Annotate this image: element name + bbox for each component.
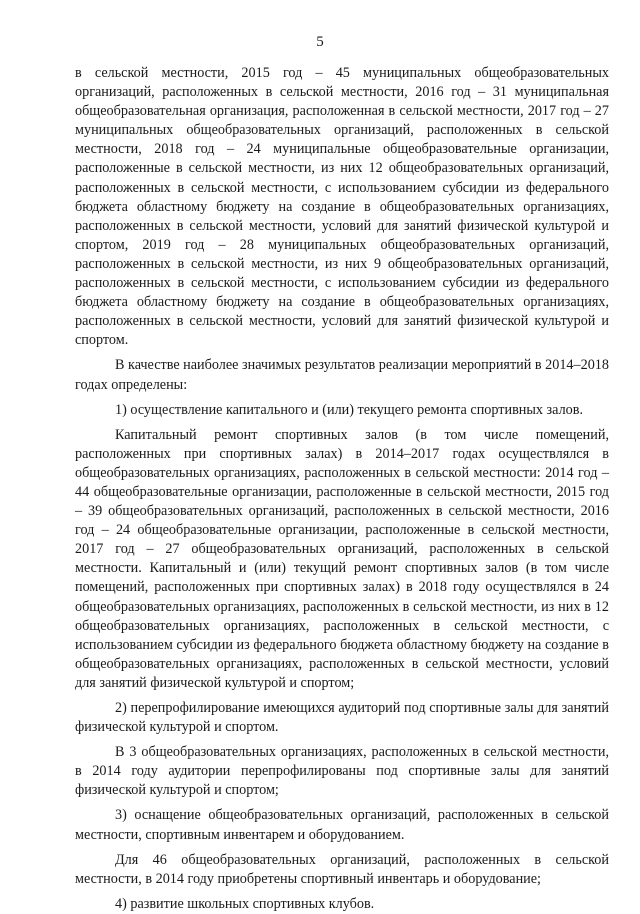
list-item-1: 1) осуществление капитального и (или) текущего ремонта спортивных залов. (115, 401, 583, 418)
paragraph-continuation: в сельской местности, 2015 год – 45 муниципальных общеобразовательных организаций, расположенных в сельской местности, 2016 год – 31 муниципальная общеобразовательная организация, расположенная в сельской местности, 2017 год – 27 муниципальных общеобразовательных организаций, расположенных в сельской местности, 2018 год – 24 муниципальные общеобразовательные организации, расположенные в сельской местности, из них 12 общеобразовательных организаций, расположенных в сельской местности, с использованием субсидии из федерального бюджета областному бюджету на создание в общеобразовательных организациях, расположенных в сельской местности, условий для занятий физической культурой и спортом, 2019 год – 28 муниципальных общеобразовательных организаций, расположенных в сельской местности, из них 9 общеобразовательных организаций, расположенных в сельской местности, с использованием субсидии из федерального бюджета областному бюджету на создание в общеобразовательных организациях, расположенных в сельской местности, условий для занятий физической культурой и спортом. (75, 65, 609, 349)
paragraph-capital-repair: Капитальный ремонт спортивных залов (в том числе помещений, расположенных при спортивных залах) в 2014–2017 годах осуществлялся в общеобразовательных организациях, расположенных в сельской местности: 2014 год – 44 общеобразовательные организации, расположенные в сельской местности, 2015 год – 39 общеобразовательных организаций, расположенных в сельской местности, 2016 год – 24 общеобразовательные организации, расположенные в сельской местности, 2017 год – 27 общеобразовательных организаций, расположенных в сельской местности. Капитальный и (или) текущий ремонт спортивных залов (в том числе помещений, расположенных при спортивных залах) в 2018 году осуществлялся в 24 общеобразовательных организациях, расположенных в сельской местности, из них в 12 общеобразовательных организациях, расположенных в сельской местности, с использованием субсидии из федерального бюджета областному бюджету на создание в общеобразовательных организациях, расположенных в сельской местности, условий для занятий физической культурой и спортом; (75, 426, 609, 691)
page-number: 5 (316, 34, 324, 50)
list-item-3: 3) оснащение общеобразовательных организаций, расположенных в сельской местности, спортивным инвентарем и оборудованием. (75, 807, 609, 843)
list-item-4: 4) развитие школьных спортивных клубов. (115, 895, 375, 912)
list-item-2: 2) перепрофилирование имеющихся аудиторий под спортивные залы для занятий физической культурой и спортом. (75, 700, 609, 736)
paragraph-equipment: Для 46 общеобразовательных организаций, расположенных в сельской местности, в 2014 году приобретены спортивный инвентарь и оборудование; (75, 851, 609, 887)
document-body (75, 64, 609, 914)
paragraph-reprofiling: В 3 общеобразовательных организациях, расположенных в сельской местности, в 2014 году аудитории перепрофилированы под спортивные залы для занятий физической культурой и спортом; (75, 744, 609, 799)
paragraph-results-intro: В качестве наиболее значимых результатов реализации мероприятий в 2014–2018 годах определены: (75, 357, 609, 393)
